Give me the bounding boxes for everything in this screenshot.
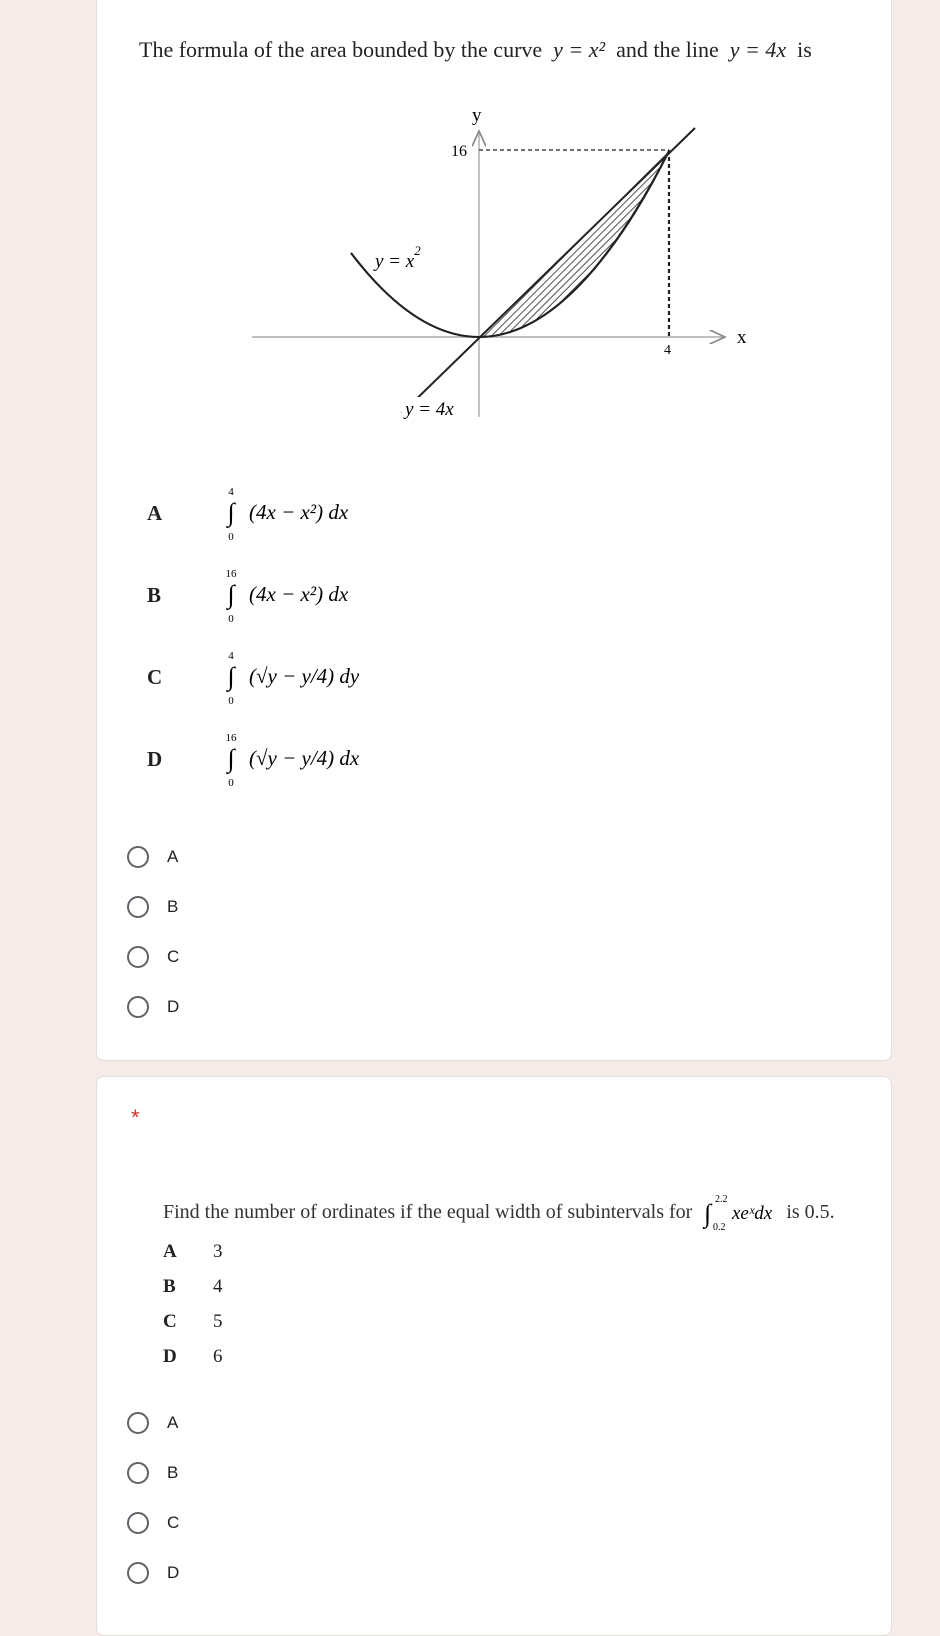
svg-text:(4x − x²) dx: (4x − x²) dx — [249, 500, 349, 524]
integral-expression — [209, 565, 409, 625]
q2-choice-d[interactable] — [127, 1555, 179, 1591]
svg-text:0: 0 — [228, 695, 234, 707]
curve-label: $y = x^2$ — [375, 243, 421, 272]
q1-choice-b[interactable] — [127, 889, 178, 925]
svg-text:∫: ∫ — [227, 580, 235, 609]
svg-text:∫: ∫ — [704, 1199, 712, 1228]
x-axis-label: x — [737, 327, 747, 348]
q2-text-after: is 0.5. — [786, 1200, 835, 1223]
svg-text:∫: ∫ — [227, 498, 235, 527]
svg-text:16: 16 — [225, 732, 237, 744]
question-2-text — [163, 1192, 835, 1232]
q1-choice-d[interactable] — [127, 989, 179, 1025]
radio-button[interactable] — [127, 946, 149, 968]
radio-button[interactable] — [127, 996, 149, 1018]
radio-button[interactable] — [127, 1512, 149, 1534]
q2-option-c: C 5 — [163, 1311, 223, 1332]
radio-label: C — [167, 1513, 180, 1532]
y-tick-16: 16 — [451, 143, 467, 160]
radio-label: A — [167, 847, 179, 866]
q1-curve-equation: y = x² — [553, 37, 606, 62]
q1-choice-a[interactable] — [127, 839, 178, 875]
option-letter: A — [147, 501, 163, 525]
svg-text:0: 0 — [228, 531, 234, 543]
q1-line-equation: y = 4x — [729, 37, 787, 62]
radio-button[interactable] — [127, 1462, 149, 1484]
q2-choice-c[interactable] — [127, 1505, 179, 1541]
question-card-1 — [96, 0, 892, 1061]
q2-text-before: Find the number of ordinates if the equal width of subintervals for — [163, 1200, 693, 1223]
radio-button[interactable] — [127, 1412, 149, 1434]
svg-text:∫: ∫ — [227, 744, 235, 773]
svg-text:(√y − y/4) dy: (√y − y/4) dy — [249, 664, 360, 688]
svg-text:2.2: 2.2 — [715, 1194, 728, 1205]
q1-text-middle: and the line — [616, 37, 719, 62]
integral-expression — [209, 647, 409, 707]
option-letter: D — [147, 747, 163, 771]
radio-label: C — [167, 947, 180, 966]
svg-text:∫: ∫ — [227, 662, 235, 691]
x-tick-4: 4 — [664, 343, 671, 358]
q1-choice-c[interactable] — [127, 939, 179, 975]
svg-text:(√y − y/4) dx: (√y − y/4) dx — [249, 746, 360, 770]
svg-text:0.2: 0.2 — [713, 1222, 726, 1232]
q2-choice-b[interactable] — [127, 1455, 178, 1491]
option-letter: B — [147, 583, 162, 607]
svg-text:xeˣdx: xeˣdx — [732, 1203, 773, 1224]
y-axis-label: y — [472, 105, 482, 126]
option-letter: C — [147, 665, 163, 689]
required-asterisk: * — [131, 1105, 140, 1130]
q1-text-before: The formula of the area bounded by the curve — [139, 37, 543, 62]
integral-expression — [209, 483, 409, 543]
q2-integral — [700, 1192, 780, 1232]
q2-option-a: A 3 — [163, 1241, 223, 1262]
question-1-text — [139, 37, 879, 63]
radio-button[interactable] — [127, 1562, 149, 1584]
svg-text:4: 4 — [228, 486, 234, 498]
radio-label: D — [167, 1563, 180, 1582]
question-card-2 — [96, 1076, 892, 1636]
line-4x — [402, 128, 695, 413]
radio-label: A — [167, 1413, 179, 1432]
radio-label: B — [167, 897, 179, 916]
radio-label: B — [167, 1463, 179, 1482]
line-label: y = 4x — [405, 399, 454, 420]
svg-text:0: 0 — [228, 777, 234, 789]
integral-expression — [209, 729, 409, 789]
radio-label: D — [167, 997, 180, 1016]
radio-button[interactable] — [127, 846, 149, 868]
q2-choice-a[interactable] — [127, 1405, 178, 1441]
area-graph — [247, 99, 767, 429]
q2-option-d: D 6 — [163, 1346, 223, 1367]
q2-option-b: B 4 — [163, 1276, 223, 1297]
radio-button[interactable] — [127, 896, 149, 918]
svg-text:16: 16 — [225, 568, 237, 580]
svg-text:(4x − x²) dx: (4x − x²) dx — [249, 582, 349, 606]
q1-text-after: is — [797, 37, 812, 62]
svg-text:4: 4 — [228, 650, 234, 662]
svg-text:0: 0 — [228, 613, 234, 625]
